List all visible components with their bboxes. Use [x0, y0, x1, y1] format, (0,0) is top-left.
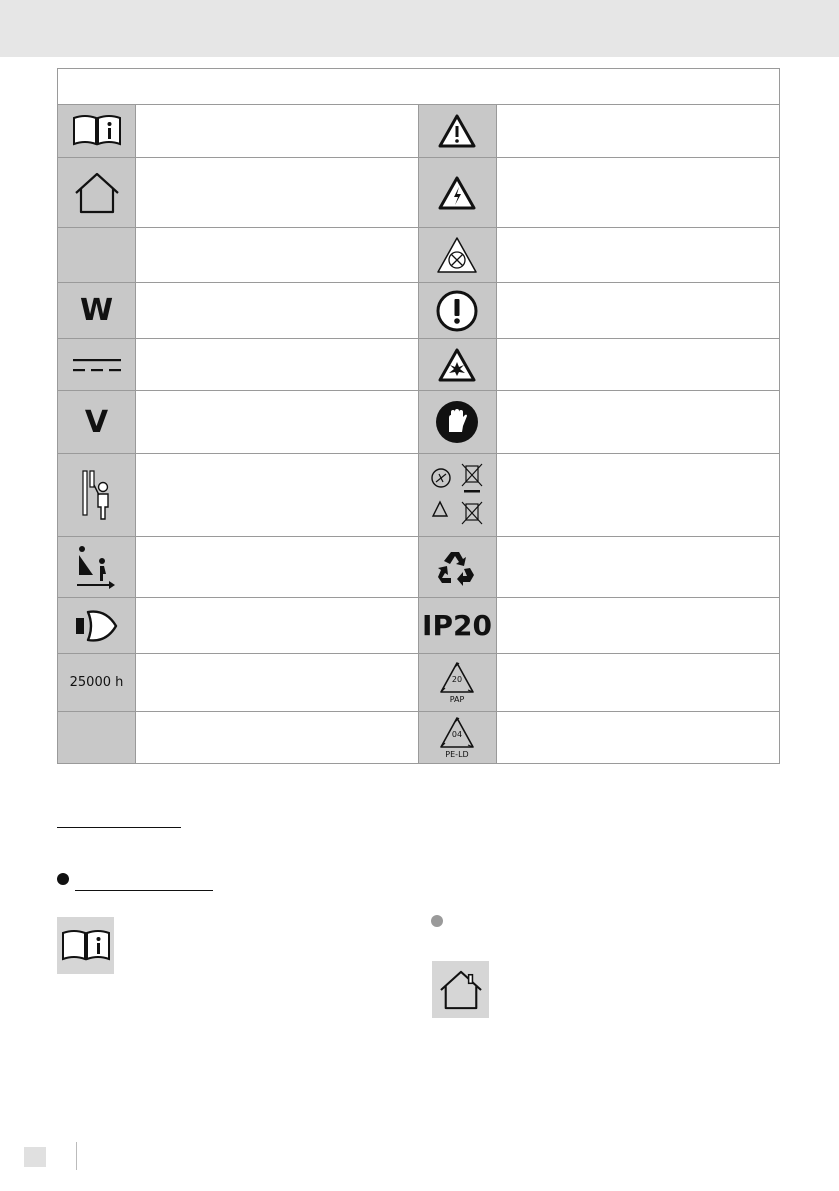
house-icon — [432, 961, 489, 1018]
header-band — [0, 0, 839, 57]
disposal-symbols-icon — [419, 454, 497, 537]
recycling-code-pe-ld-icon — [419, 712, 497, 763]
instructions-book-icon — [57, 917, 114, 974]
lifetime-hours-icon — [58, 654, 136, 712]
table-header — [58, 69, 779, 105]
recycling-arrows-icon — [419, 537, 497, 598]
house-icon — [58, 158, 136, 228]
table-text-cell — [497, 537, 780, 598]
subsection-heading-underline — [75, 890, 213, 891]
watt-symbol-icon — [58, 283, 136, 339]
volt-symbol-text: V — [84, 404, 109, 440]
lifetime-hours-text: 25000 h — [69, 675, 124, 690]
explosion-hazard-icon — [419, 339, 497, 391]
ip-rating-text: IP20 — [422, 609, 492, 642]
table-text-cell — [497, 228, 780, 283]
table-text-cell — [497, 339, 780, 391]
table-text-cell — [136, 598, 419, 654]
wear-gloves-icon — [419, 391, 497, 454]
table-text-cell — [136, 283, 419, 339]
speaker-icon — [58, 598, 136, 654]
footer-divider — [76, 1142, 77, 1170]
warning-triangle-icon — [419, 105, 497, 158]
table-text-cell — [497, 158, 780, 228]
table-text-cell — [497, 654, 780, 712]
volt-symbol-icon — [58, 391, 136, 454]
table-text-cell — [497, 712, 780, 763]
table-text-cell — [136, 654, 419, 712]
recycling-code-number: 04 — [451, 729, 463, 739]
table-text-cell — [497, 454, 780, 537]
recycling-code-number: 20 — [451, 674, 463, 684]
ip-rating-icon — [419, 598, 497, 654]
table-text-cell — [497, 283, 780, 339]
table-text-cell — [497, 391, 780, 454]
empty-icon-cell — [58, 712, 136, 763]
electrical-hazard-icon — [419, 158, 497, 228]
recycling-material-label: PAP — [449, 694, 465, 704]
table-text-cell — [136, 712, 419, 763]
table-text-cell — [497, 598, 780, 654]
table-text-cell — [136, 158, 419, 228]
symbols-table — [57, 68, 780, 764]
no-ventilation-fan-icon — [419, 228, 497, 283]
page-number-box — [24, 1147, 46, 1167]
table-text-cell — [136, 228, 419, 283]
section-heading-underline — [57, 827, 181, 828]
table-text-cell — [136, 391, 419, 454]
table-text-cell — [136, 537, 419, 598]
direct-current-icon — [58, 339, 136, 391]
empty-icon-cell — [58, 228, 136, 283]
secondary-bullet — [431, 915, 443, 927]
recycling-material-label: PE-LD — [445, 749, 469, 759]
table-text-cell — [136, 454, 419, 537]
section-bullet — [57, 873, 69, 885]
table-text-cell — [497, 105, 780, 158]
child-strangulation-icon — [58, 454, 136, 537]
instructions-book-icon — [58, 105, 136, 158]
table-text-cell — [136, 105, 419, 158]
exclamation-circle-icon — [419, 283, 497, 339]
child-safety-distance-icon — [58, 537, 136, 598]
watt-symbol-text: W — [79, 293, 114, 328]
table-text-cell — [136, 339, 419, 391]
recycling-code-pap-icon — [419, 654, 497, 712]
